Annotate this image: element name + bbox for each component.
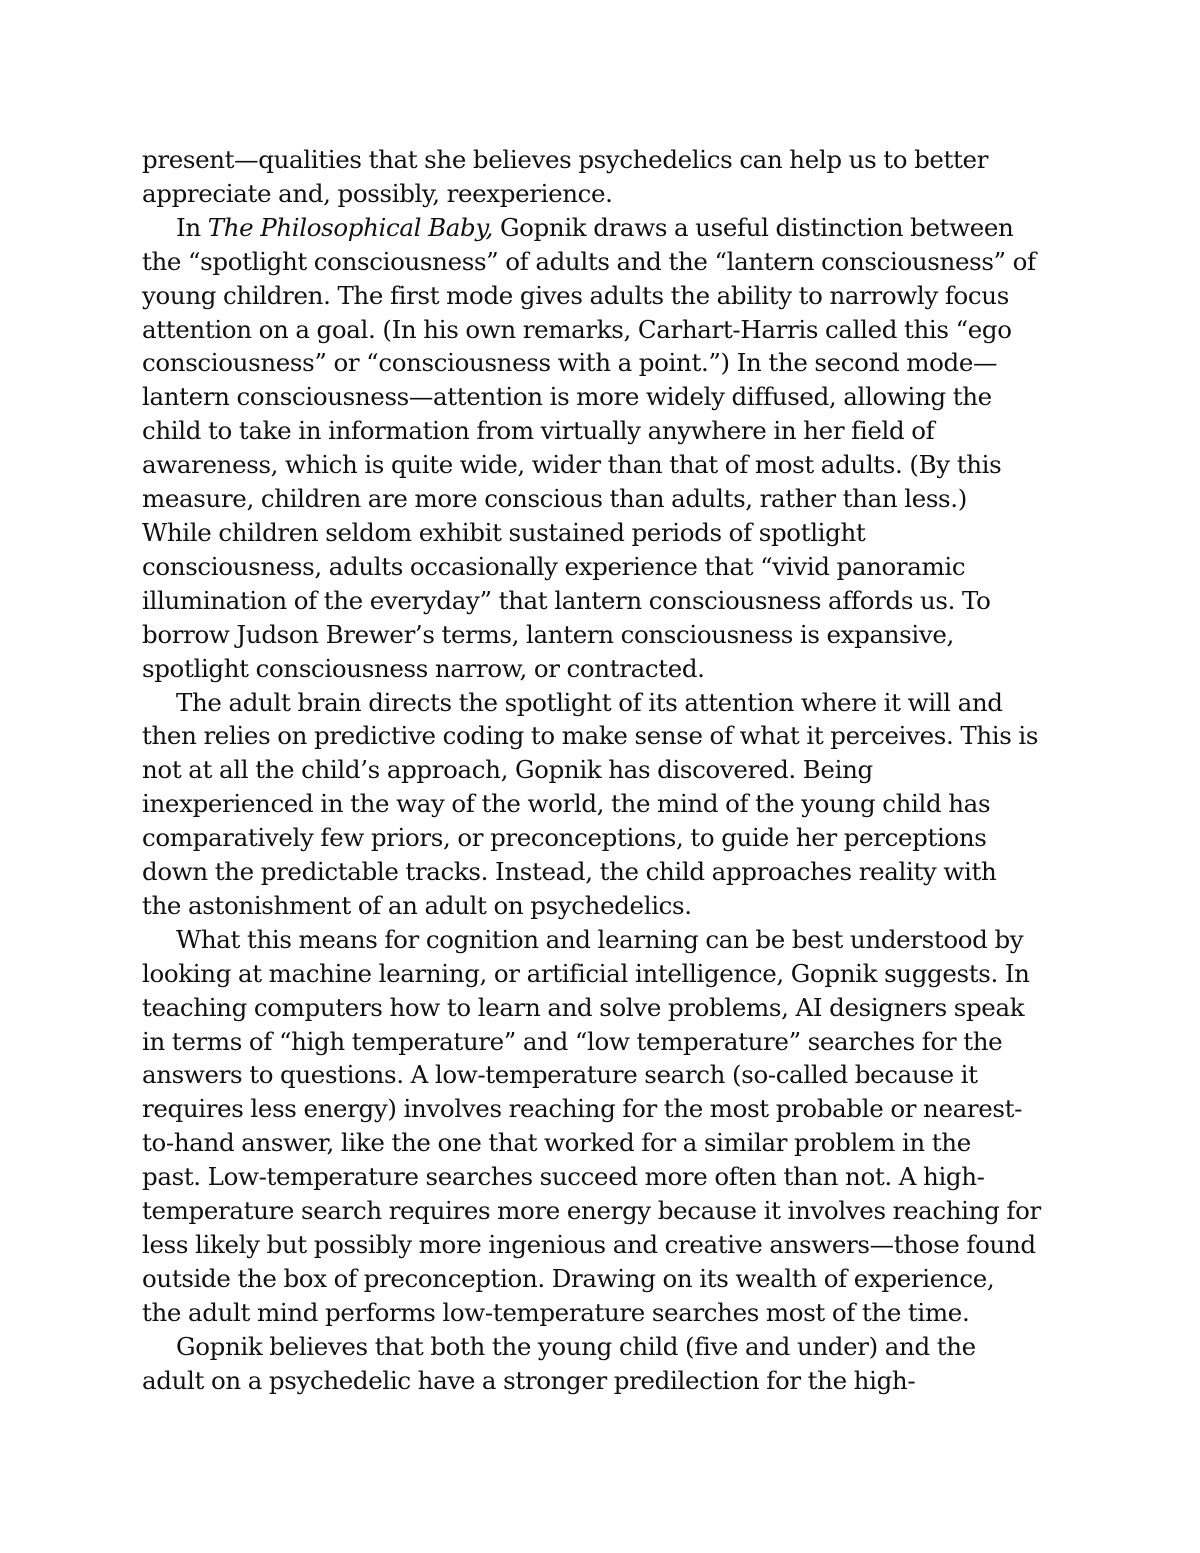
text-line: spotlight consciousness narrow, or contracted. [142,653,705,683]
book-title: The Philosophical Baby, [207,212,493,242]
text-line: child to take in information from virtually anywhere in her field of [142,416,935,446]
text-line: consciousness” or “consciousness with a point.”) In the second mode— [142,348,998,378]
text-line: young children. The first mode gives adults the ability to narrowly focus [142,280,1009,310]
text-run: In [176,212,208,242]
text-line: attention on a goal. (In his own remarks, Carhart-Harris called this “ego [142,314,1012,344]
text-line: comparatively few priors, or preconceptions, to guide her perceptions [142,823,987,853]
text-line: in terms of “high temperature” and “low temperature” searches for the [142,1026,1003,1056]
text-line: inexperienced in the way of the world, the mind of the young child has [142,789,991,819]
text-line: teaching computers how to learn and solve problems, AI designers speak [142,992,1025,1022]
text-line: lantern consciousness—attention is more widely diffused, allowing the [142,382,992,412]
text-line: appreciate and, possibly, reexperience. [142,178,613,208]
text-line: consciousness, adults occasionally experience that “vivid panoramic [142,551,966,581]
text-line: answers to questions. A low-temperature search (so-called because it [142,1060,978,1090]
text-line: borrow Judson Brewer’s terms, lantern consciousness is expansive, [142,619,954,649]
text-line: then relies on predictive coding to make sense of what it perceives. This is [142,721,1039,751]
text-line: requires less energy) involves reaching for the most probable or nearest- [142,1094,1023,1124]
text-line: less likely but possibly more ingenious and creative answers—those found [142,1230,1036,1259]
text-line: outside the box of preconception. Drawing on its wealth of experience, [142,1263,995,1293]
text-line: to-hand answer, like the one that worked for a similar problem in the [142,1128,971,1158]
paragraph-first-line: What this means for cognition and learning can be best understood by [176,924,1024,954]
paragraph-first-line [142,211,1072,245]
paragraph-first-line: The adult brain directs the spotlight of its attention where it will and [176,687,1003,717]
paragraph-first-line: Gopnik believes that both the young child (five and under) and the [176,1331,976,1361]
text-line: adult on a psychedelic have a stronger predilection for the high- [142,1365,916,1395]
text-line: measure, children are more conscious than adults, rather than less.) [142,484,967,514]
text-line: looking at machine learning, or artificial intelligence, Gopnik suggests. In [142,958,1030,988]
text-line: temperature search requires more energy because it involves reaching for [142,1196,1041,1226]
text-line: the astonishment of an adult on psychedelics. [142,890,692,920]
text-line: past. Low-temperature searches succeed more often than not. A high- [142,1162,985,1192]
text-line: the adult mind performs low-temperature searches most of the time. [142,1297,970,1327]
text-line: While children seldom exhibit sustained periods of spotlight [142,517,866,547]
text-line: not at all the child’s approach, Gopnik has discovered. Being [142,755,873,785]
text-line: down the predictable tracks. Instead, the child approaches reality with [142,857,997,887]
text-line: present—qualities that she believes psychedelics can help us to better [142,145,989,174]
text-run: Gopnik draws a useful distinction between [493,212,1014,242]
body-text [142,143,1072,1398]
text-line: the “spotlight consciousness” of adults and the “lantern consciousness” of [142,246,1036,276]
text-line: awareness, which is quite wide, wider than that of most adults. (By this [142,450,1002,480]
text-line: illumination of the everyday” that lantern consciousness affords us. To [142,585,991,615]
